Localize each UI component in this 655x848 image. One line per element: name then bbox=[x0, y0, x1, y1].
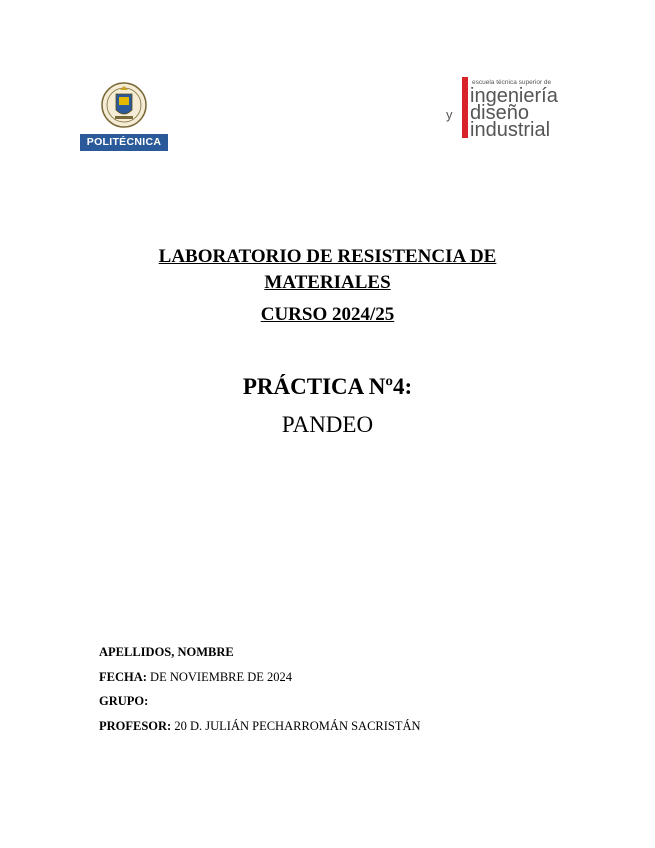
practice-title: PRÁCTICA Nº4: bbox=[242, 374, 413, 399]
practice-name: PANDEO bbox=[281, 412, 374, 437]
etsidi-line2: diseño bbox=[470, 102, 529, 124]
etsidi-line2-prefix: y bbox=[446, 107, 453, 122]
upm-band: POLITÉCNICA bbox=[80, 134, 168, 151]
field-value-date: DE NOVIEMBRE DE 2024 bbox=[150, 669, 293, 684]
title-block bbox=[0, 244, 655, 328]
lab-title: LABORATORIO DE RESISTENCIA DE MATERIALES bbox=[158, 246, 497, 293]
field-row-group bbox=[99, 692, 599, 717]
etsidi-line3: industrial bbox=[470, 119, 551, 138]
field-row-name bbox=[99, 643, 599, 668]
upm-logo bbox=[80, 80, 168, 152]
field-label-professor: PROFESOR: bbox=[99, 718, 172, 733]
field-row-date bbox=[99, 668, 599, 693]
etsidi-red-bar bbox=[462, 77, 468, 138]
course-title: CURSO 2024/25 bbox=[260, 304, 395, 325]
field-value-professor: 20 D. JULIÁN PECHARROMÁN SACRISTÁN bbox=[174, 718, 421, 733]
field-label-group: GRUPO: bbox=[99, 694, 149, 708]
etsidi-line1: ingeniería bbox=[470, 85, 558, 107]
etsidi-logo bbox=[446, 74, 582, 138]
student-fields bbox=[99, 643, 599, 741]
etsidi-tagline: escuela técnica superior de bbox=[472, 79, 552, 86]
field-label-name: APELLIDOS, NOMBRE bbox=[99, 645, 234, 659]
upm-seal-icon bbox=[101, 80, 147, 130]
field-label-date: FECHA: bbox=[99, 669, 147, 684]
field-row-professor bbox=[99, 717, 599, 742]
